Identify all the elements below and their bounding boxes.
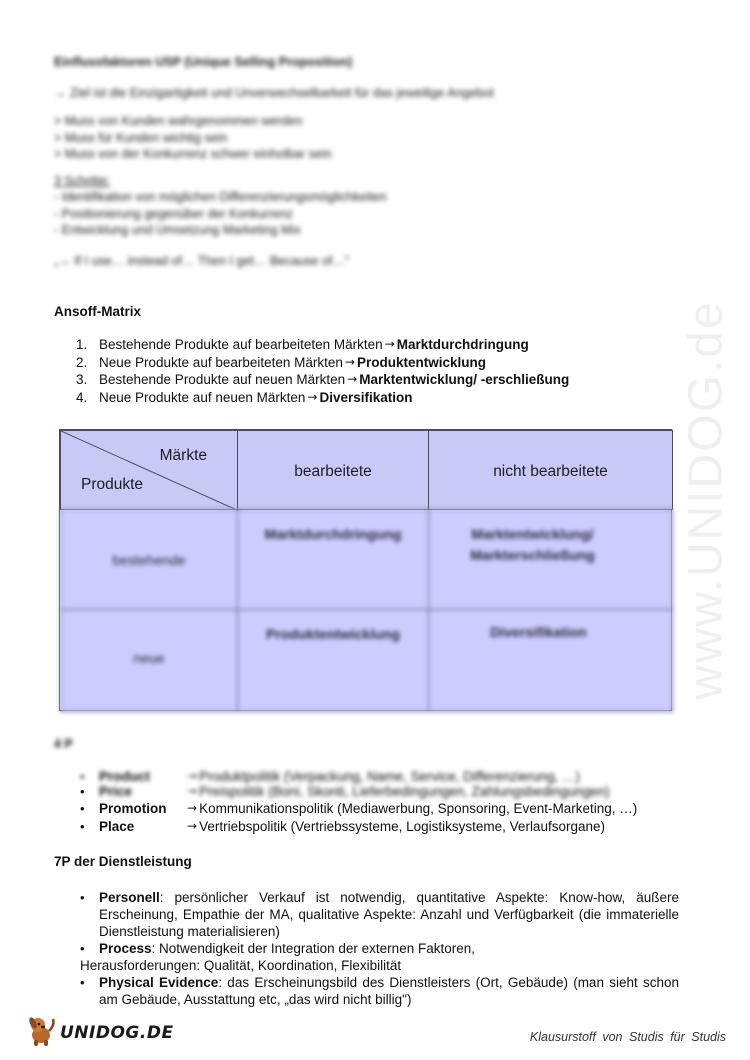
list-item — [80, 800, 720, 818]
ansoff-title: Ansoff-Matrix — [54, 304, 141, 319]
list-result: Marktentwicklung/ -erschließung — [359, 372, 570, 387]
usp-section — [54, 54, 654, 249]
logo-text: UNIDOG.DE — [60, 1023, 174, 1043]
usp-title: Einflussfaktoren USP (Unique Selling Proposition) — [54, 55, 353, 69]
usp-requirement: > Muss für Kunden wichtig sein — [54, 130, 228, 145]
list-number: 4. — [76, 389, 88, 405]
list-key: Personell — [99, 890, 160, 905]
bullet-icon: • — [80, 975, 85, 990]
list-text: Herausforderungen: Qualität, Koordination, Flexibilität — [80, 958, 402, 973]
matrix-row-label-cell — [60, 609, 238, 712]
list-key: Promotion — [99, 801, 167, 816]
matrix-cell-text: Diversifikation — [490, 624, 587, 640]
arrow-right-icon: → — [344, 354, 355, 369]
usp-intro: → Ziel ist die Einzigartigkeit und Unverwechselbarkeit für das jeweilige Angebot — [54, 85, 494, 100]
dog-icon — [24, 1013, 58, 1047]
watermark: www.UNIDOG.de — [679, 300, 733, 700]
arrow-right-icon: → — [187, 818, 198, 833]
matrix-cell — [237, 609, 429, 712]
matrix-corner-markets: Märkte — [159, 447, 207, 464]
unidog-logo — [24, 1013, 174, 1047]
list-text: Vertriebspolitik (Vertriebssysteme, Logistiksysteme, Verlaufsorgane) — [199, 818, 605, 834]
list-text: Bestehende Produkte auf neuen Märkten — [99, 372, 346, 387]
list-key: Process — [99, 941, 152, 956]
list-text: Neue Produkte auf neuen Märkten — [99, 389, 306, 405]
list-item-continuation — [80, 957, 679, 974]
list-item — [80, 889, 679, 940]
bullet-icon: • — [80, 783, 85, 799]
list-text — [99, 974, 679, 1008]
usp-requirement: > Muss von Kunden wahrgenommen werden — [54, 114, 303, 128]
sevenp-list — [80, 889, 679, 1008]
list-result: Marktdurchdringung — [396, 337, 529, 352]
list-result: Diversifikation — [319, 389, 413, 405]
matrix-cell-text: Marktdurchdringung — [264, 526, 402, 542]
list-number: 1. — [76, 337, 88, 352]
list-result: Produktentwicklung — [356, 354, 486, 370]
matrix-corner-cell — [60, 430, 238, 510]
arrow-right-icon: → — [187, 769, 198, 783]
list-text — [99, 889, 679, 940]
arrow-right-icon: → — [187, 801, 198, 815]
list-key: Price — [99, 783, 133, 799]
arrow-right-icon: → — [384, 337, 395, 351]
diagonal-line — [61, 431, 239, 511]
matrix-cell — [428, 609, 673, 712]
usp-requirement: > Muss von der Konkurrenz schwer einholbar sein — [54, 147, 332, 161]
arrow-right-icon: → — [307, 389, 318, 404]
matrix-cell — [237, 509, 429, 610]
list-text: Kommunikationspolitik (Mediawerbung, Sponsoring, Event-Marketing, …) — [199, 801, 638, 816]
matrix-row-label-cell — [60, 509, 238, 610]
list-key: Physical Evidence — [99, 975, 219, 990]
usp-step: - Identifikation von möglichen Differenzierungsmöglichkeiten — [54, 190, 387, 204]
arrow-right-icon: → — [187, 783, 198, 798]
list-text — [99, 940, 679, 957]
list-item — [76, 371, 696, 389]
matrix-cell-text: Markterschließung — [470, 547, 595, 563]
matrix-header-bearbeitete: bearbeitete — [294, 463, 372, 480]
list-item — [80, 818, 720, 836]
matrix-header-nicht-bearbeitete: nicht bearbeitete — [493, 463, 608, 480]
list-text: Neue Produkte auf bearbeiteten Märkten — [99, 354, 343, 370]
usp-requirements — [54, 113, 654, 163]
matrix-cell-text: Produktentwicklung — [266, 626, 400, 642]
fourp-list — [80, 768, 720, 835]
ansoff-list — [76, 336, 696, 406]
footer-tagline: Klausurstoff von Studis für Studis — [529, 1030, 726, 1044]
usp-quote: „→ If I use… instead of… Then I get… Because of…" — [54, 254, 350, 268]
list-value: : persönlicher Verkauf ist notwendig, quantitative Aspekte: Know-how, äußere Erscheinung, Empathie der MA, qualitative Aspekte: Anzahl und Verfügbarkeit (die immaterielle Dienstleistung materialisieren) — [99, 890, 679, 939]
usp-steps-title: 3 Schritte: — [54, 173, 111, 188]
list-item — [76, 336, 696, 354]
usp-step: - Entwicklung und Umsetzung Marketing Mix — [54, 223, 301, 237]
fourp-title: 4 P — [54, 737, 73, 751]
list-key: Place — [99, 818, 135, 834]
bullet-icon: • — [80, 818, 85, 834]
list-value: : Notwendigkeit der Integration der externen Faktoren, — [151, 941, 475, 956]
matrix-header-cell — [428, 430, 673, 510]
list-number: 2. — [76, 354, 88, 370]
list-item — [76, 389, 696, 407]
matrix-body-blurred — [60, 509, 673, 712]
matrix-row-bestehende: bestehende — [112, 552, 186, 568]
bullet-icon: • — [80, 890, 85, 905]
list-item — [76, 354, 696, 372]
usp-step: - Positionierung gegenüber der Konkurrenz — [54, 206, 294, 221]
matrix-row-neue: neue — [133, 650, 165, 666]
bullet-icon: • — [80, 941, 85, 956]
list-value: : das Erscheinungsbild des Dienstleisters (Ort, Gebäude) (man sieht schon am Gebäude, Ausstattung etc, „das wird nicht billig") — [99, 975, 679, 1007]
ansoff-matrix — [59, 429, 672, 711]
list-number: 3. — [76, 372, 88, 387]
bullet-icon: • — [80, 769, 85, 784]
list-text: Produktpolitik (Verpackung, Name, Service, Differenzierung, …) — [199, 769, 580, 784]
usp-steps — [54, 173, 654, 239]
sevenp-title: 7P der Dienstleistung — [54, 854, 192, 869]
list-item — [80, 783, 720, 801]
matrix-corner-products: Produkte — [81, 476, 144, 493]
list-text: Bestehende Produkte auf bearbeiteten Märkten — [99, 337, 383, 352]
matrix-cell — [428, 509, 673, 610]
matrix-header-cell — [237, 430, 429, 510]
list-item — [80, 974, 679, 1008]
list-text: Preispolitik (Boni, Skonti, Lieferbedingungen, Zahlungsbedingungen) — [199, 783, 610, 799]
bullet-icon: • — [80, 801, 85, 816]
list-key: Product — [99, 769, 151, 784]
arrow-right-icon: → — [347, 372, 358, 386]
list-item — [80, 940, 679, 957]
matrix-cell-text: Marktentwicklung/ — [471, 526, 594, 542]
